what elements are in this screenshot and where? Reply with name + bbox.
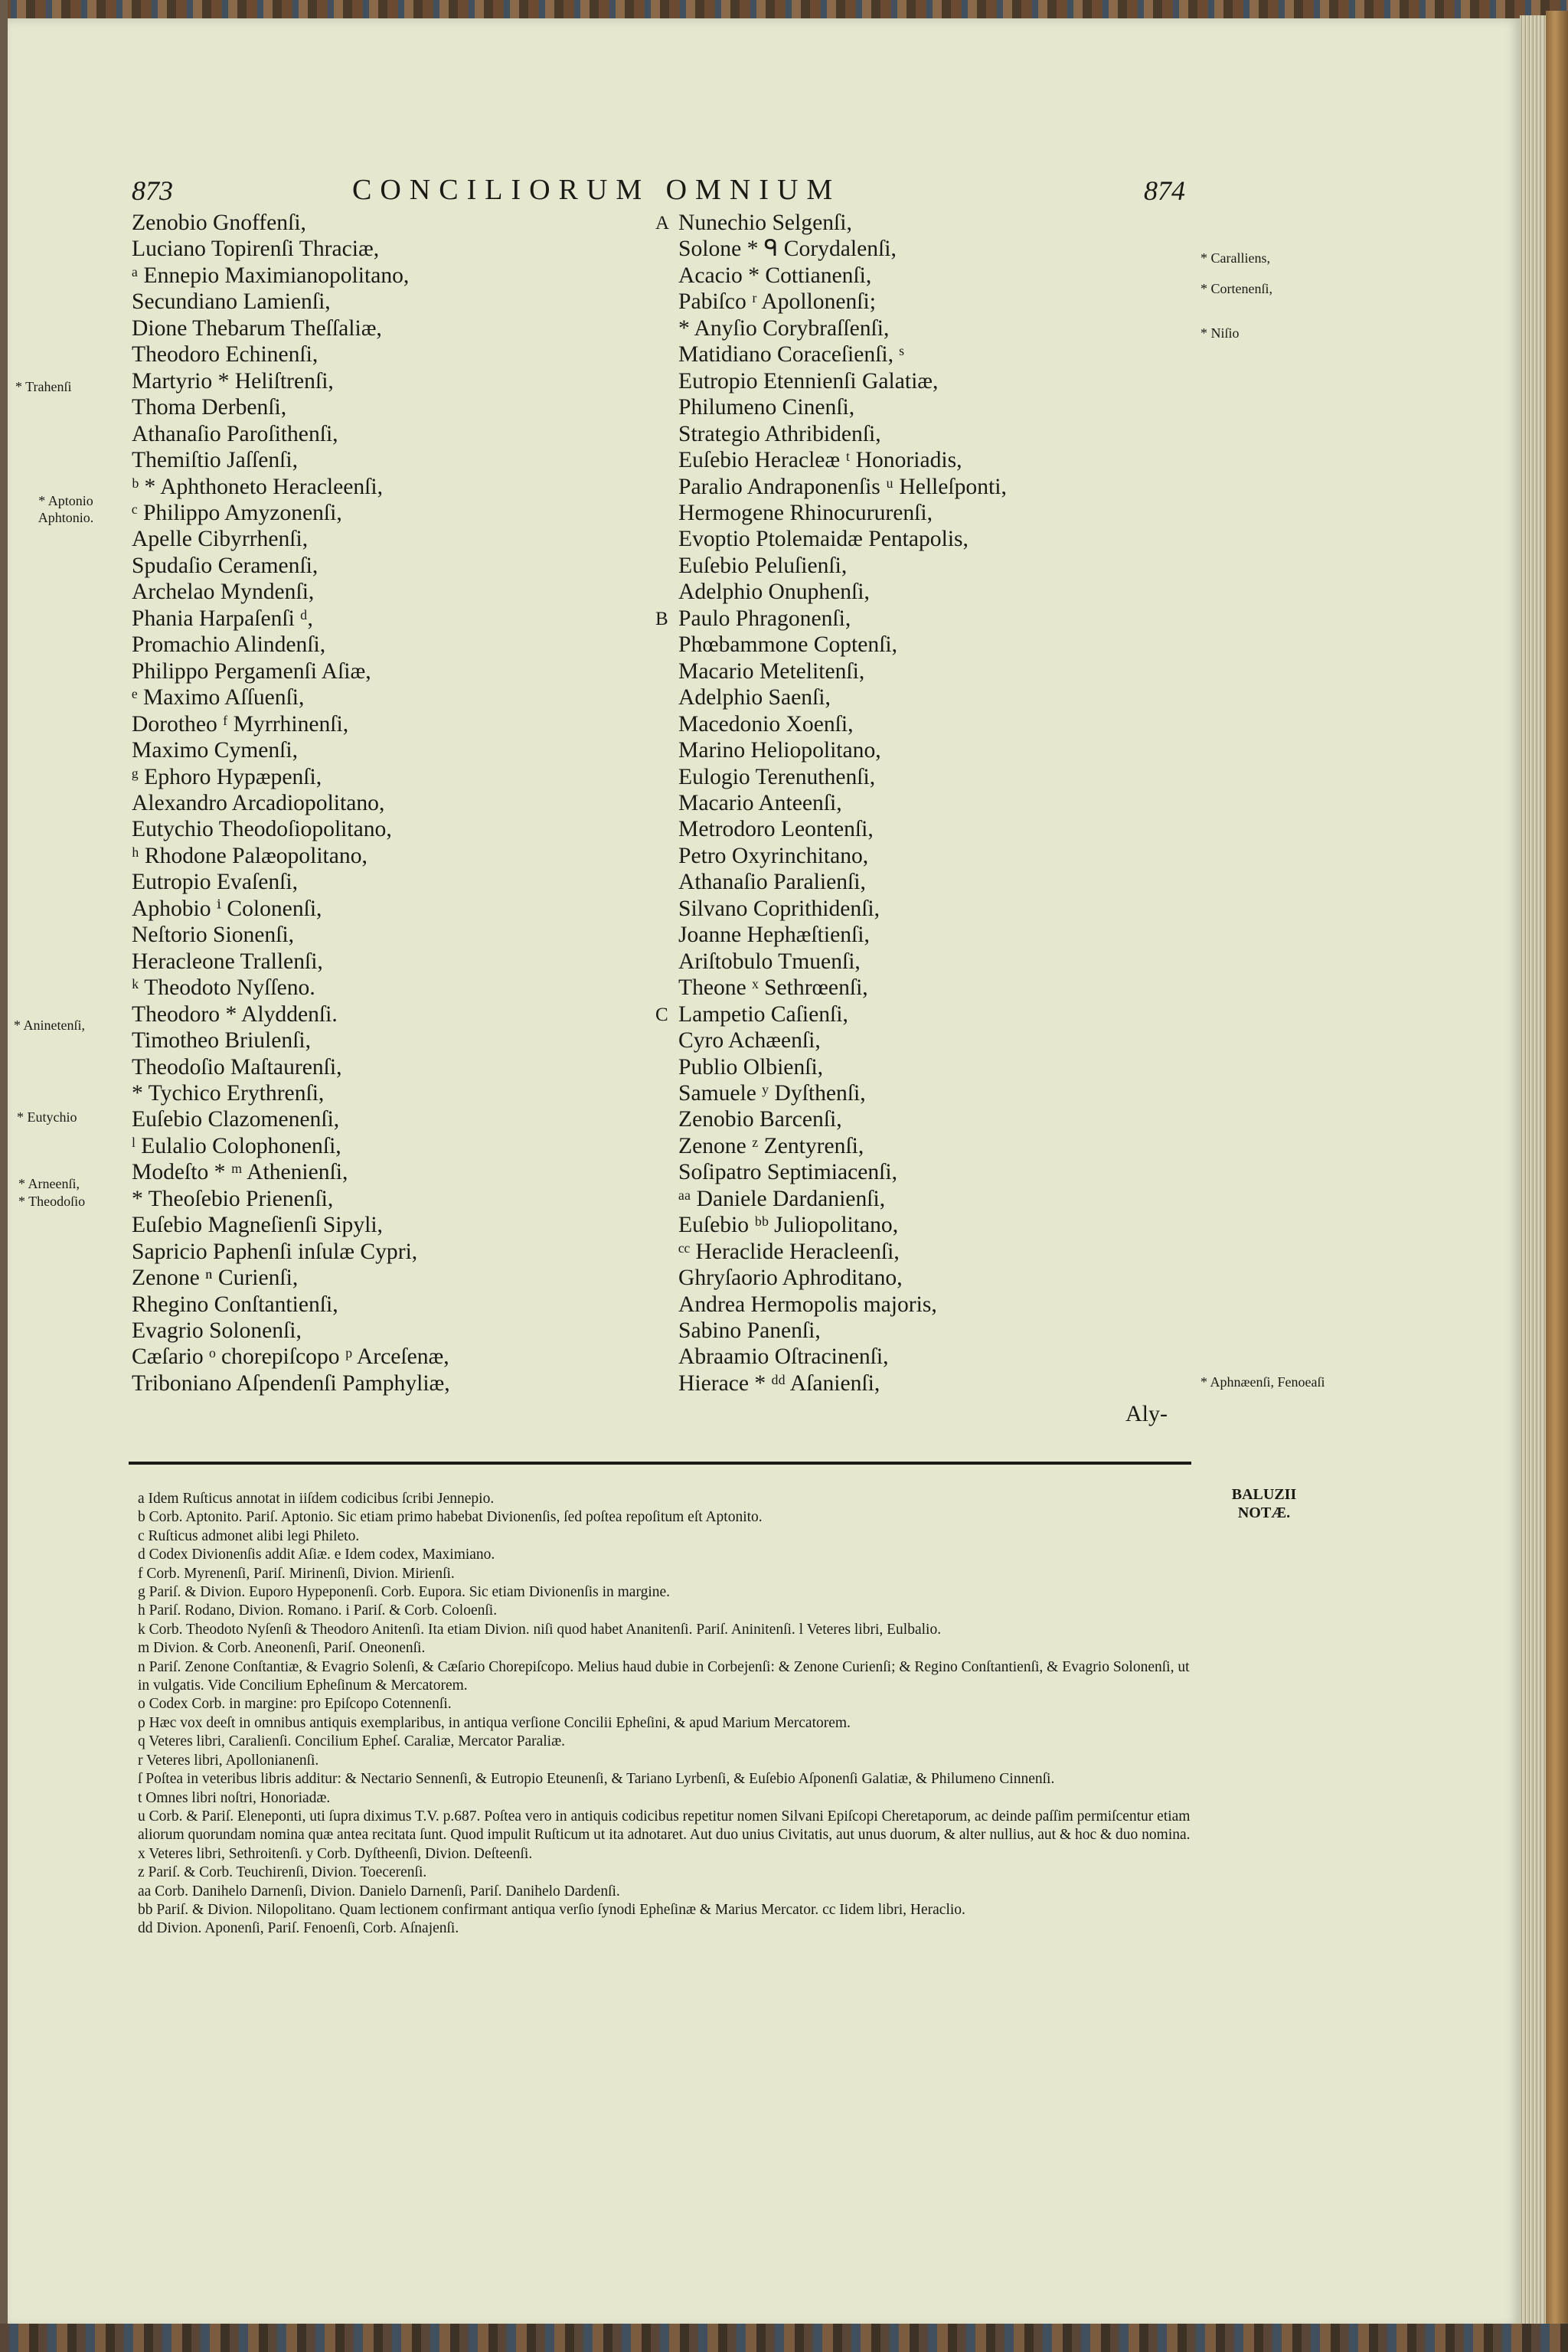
signatory-list-right [678, 210, 1007, 1396]
page-edges [1520, 15, 1546, 2328]
background-carpet-bottom [0, 2324, 1568, 2352]
footnote-item: x Veteres libri, Sethroitenſi. y Corb. Dyſtheenſi, Divion. Deſteenſi. [138, 1845, 533, 1862]
footnote-item: aa Corb. Danihelo Darnenſi, Divion. Danielo Darnenſi, Pariſ. Danihelo Dardenſi. [138, 1883, 620, 1900]
signatory-entry: Soſipatro Septimiacenſi, [678, 1160, 898, 1185]
signatory-entry: Solone * ᑫ Corydalenſi, [678, 237, 897, 262]
footnote-item: p Hæc vox deeſt in omnibus antiquis exemplaribus, in antiqua verſione Concilii Epheſini, & apud Marium Mercatorem. [138, 1714, 851, 1731]
signatory-entry: Publio Olbienſi, [678, 1054, 824, 1080]
signatory-entry: ᶜ Philippo Amyzonenſi, [132, 500, 342, 525]
signatory-entry: Phœbammone Coptenſi, [678, 632, 898, 658]
signatory-entry: ᵃᵃ Daniele Dardanienſi, [678, 1186, 886, 1211]
signatory-entry: Matidiano Coraceſienſi, ˢ [678, 342, 904, 368]
signatory-list-left [132, 210, 450, 1396]
signatory-entry: Apelle Cibyrrhenſi, [132, 527, 309, 552]
signatory-entry: Evagrio Solonenſi, [132, 1318, 302, 1344]
margin-note-left: * Aptonio Aphtonio. [38, 493, 94, 525]
signatory-entry: Abraamio Oſtracinenſi, [678, 1344, 889, 1370]
notes-heading: BALUZII NOTÆ. [1231, 1486, 1297, 1521]
signatory-entry: Euſebio Heracleæ ᵗ Honoriadis, [678, 448, 962, 473]
footnote-item: m Divion. & Corb. Aneonenſi, Pariſ. Oneonenſi. [138, 1640, 426, 1657]
signatory-entry: Zenone ᶻ Zentyrenſi, [678, 1133, 864, 1158]
signatory-entry: Adelphio Saenſi, [678, 685, 831, 710]
footnote-item: n Pariſ. Zenone Conſtantiæ, & Evagrio Solenſi, & Cæſario Chorepiſcopo. Melius haud dubie in Corbejenſi: & Zenone Curienſi; & Regino Conſtantienſi, & Evagrio Solonenſi, ut in vulgatis. Vide Concilium Epheſinum & Mercatorem. [138, 1658, 1190, 1694]
page-number-left: 873 [132, 175, 173, 206]
signatory-entry: Macedonio Xoenſi, [678, 711, 854, 737]
footnote-item: c Ruſticus admonet alibi legi Phileto. [138, 1527, 360, 1544]
signatory-entry: Sapricio Paphenſi inſulæ Cypri, [132, 1239, 418, 1264]
signatory-entry: Petro Oxyrinchitano, [678, 843, 869, 868]
signatory-entry: Eutropio Evaſenſi, [132, 870, 298, 895]
signatory-entry: Modeſto * ᵐ Athenienſi, [132, 1160, 348, 1185]
signatory-entry: Themiſtio Jaſſenſi, [132, 448, 298, 473]
footnote-item: a Idem Ruſticus annotat in iiſdem codicibus ſcribi Jennepio. [138, 1491, 495, 1507]
signatory-entry: * Tychico Erythrenſi, [132, 1080, 325, 1106]
signatory-entry: Metrodoro Leontenſi, [678, 817, 874, 842]
signatory-entry: Lampetio Caſienſi, [678, 1001, 848, 1027]
signatory-entry: Cæſario ᵒ chorepiſcopo ᵖ Arceſenæ, [132, 1344, 449, 1370]
running-title: CONCILIORUM OMNIUM [352, 174, 841, 206]
signatory-entry: ᵃ Ennepio Maximianopolitano, [132, 263, 410, 288]
signatory-entry: Phania Harpaſenſi ᵈ, [132, 606, 313, 631]
signatory-entry: ᵏ Theodoto Nyſſeno. [132, 975, 315, 1001]
footnote-item: r Veteres libri, Apollonianenſi. [138, 1752, 319, 1769]
section-letter: A [655, 213, 670, 234]
signatory-entry: Marino Heliopolitano, [678, 738, 881, 763]
signatory-entry: Zenone ⁿ Curienſi, [132, 1266, 299, 1291]
signatory-entry: ᵍ Ephoro Hypæpenſi, [132, 764, 322, 789]
footnote-item: q Veteres libri, Caralienſi. Concilium Epheſ. Caraliæ, Mercator Paraliæ. [138, 1733, 565, 1750]
margin-note-right: * Aphnæenſi, Fenoeaſi [1200, 1374, 1325, 1390]
signatory-entry: Euſebio Peluſienſi, [678, 553, 848, 578]
signatory-entry: ʰ Rhodone Palæopolitano, [132, 843, 368, 868]
signatory-entry: ᶜᶜ Heraclide Heracleenſi, [678, 1239, 900, 1264]
footnote-item: k Corb. Theodoto Nyſenſi & Theodoro Anitenſi. Ita etiam Divion. niſi quod habet Ananitenſi. Pariſ. Aninitenſi. l Veteres libri, Eulbalio. [138, 1621, 942, 1638]
background-carpet-left [0, 0, 8, 2352]
footnotes [138, 1490, 1194, 1939]
footnote-item: z Pariſ. & Corb. Teuchirenſi, Divion. Toecerenſi. [138, 1864, 427, 1881]
signatory-entry: Secundiano Lamienſi, [132, 289, 331, 315]
section-letter: C [655, 1004, 668, 1025]
signatory-entry: Silvano Coprithidenſi, [678, 896, 880, 921]
book-cover [1546, 11, 1568, 2331]
footnote-item: t Omnes libri noſtri, Honoriadæ. [138, 1789, 331, 1806]
signatory-entry: Theodoſio Maſtaurenſi, [132, 1054, 342, 1080]
signatory-entry: Macario Metelitenſi, [678, 658, 865, 684]
signatory-entry: Theodoro * Alyddenſi. [132, 1001, 338, 1027]
footnote-item: f Corb. Myrenenſi, Pariſ. Mirinenſi, Divion. Mirienſi. [138, 1565, 455, 1582]
footnote-item: dd Divion. Aponenſi, Pariſ. Fenoenſi, Corb. Aſnajenſi. [138, 1920, 459, 1937]
signatory-entry: Euſebio Magneſienſi Sipyli, [132, 1213, 383, 1238]
margin-note-left: * Eutychio [17, 1109, 77, 1125]
signatory-entry: Heracleone Trallenſi, [132, 949, 323, 974]
signatory-entry: Sabino Panenſi, [678, 1318, 821, 1344]
signatory-entry: Maximo Cymenſi, [132, 738, 299, 763]
signatory-entry: Alexandro Arcadiopolitano, [132, 790, 385, 815]
signatory-entry: Philumeno Cinenſi, [678, 395, 855, 420]
signatory-entry: Ariſtobulo Tmuenſi, [678, 949, 861, 974]
signatory-entry: Triboniano Aſpendenſi Pamphyliæ, [132, 1370, 450, 1396]
signatory-entry: Dione Thebarum Theſſaliæ, [132, 315, 382, 341]
margin-note-left: * Trahenſi [15, 379, 72, 394]
section-letter: B [655, 609, 668, 629]
signatory-entry: Nunechio Selgenſi, [678, 211, 852, 235]
signatory-entry: Evoptio Ptolemaidæ Pentapolis, [678, 527, 969, 552]
signatory-entry: Dorotheo ᶠ Myrrhinenſi, [132, 711, 349, 737]
signatory-entry: ˡ Eulalio Colophonenſi, [132, 1133, 341, 1158]
signatory-entry: Zenobio Barcenſi, [678, 1107, 842, 1132]
signatory-entry: Eutychio Theodoſiopolitano, [132, 817, 392, 842]
signatory-entry: Andrea Hermopolis majoris, [678, 1292, 937, 1317]
signatory-entry: Spudaſio Ceramenſi, [132, 553, 318, 578]
signatory-entry: Martyrio * Heliſtrenſi, [132, 368, 334, 394]
signatory-entry: * Anyſio Corybraſſenſi, [678, 315, 890, 341]
signatory-entry: Hermogene Rhinocururenſi, [678, 500, 933, 525]
footnote-item: d Codex Divionenſis addit Aſiæ. e Idem codex, Maximiano. [138, 1547, 495, 1563]
signatory-entry: Acacio * Cottianenſi, [678, 263, 872, 288]
signatory-entry: Hierace * ᵈᵈ Aſanienſi, [678, 1370, 880, 1396]
signatory-entry: Zenobio Gnoffenſi, [132, 211, 306, 235]
signatory-entry: Eutropio Etennienſi Galatiæ, [678, 368, 939, 394]
footnote-item: b Corb. Aptonito. Pariſ. Aptonio. Sic etiam primo habebat Divionenſis, ſed poſtea repoſitum eſt Aptonito. [138, 1509, 763, 1526]
footnote-item: h Pariſ. Rodano, Divion. Romano. i Pariſ. & Corb. Coloenſi. [138, 1602, 498, 1619]
signatory-entry: Paralio Andraponenſis ᵘ Helleſponti, [678, 474, 1007, 499]
footnote-item: ſ Poſtea in veteribus libris additur: & Nectario Sennenſi, & Eutropio Eteunenſi, & Tariano Lyrbenſi, & Euſebio Aſponenſi Galatiæ, & Philumeno Cinnenſi. [138, 1771, 1055, 1788]
margin-note-right: * Caralliens, [1200, 250, 1270, 266]
margin-note-left: * Arneenſi, [18, 1176, 80, 1191]
signatory-entry: * Theoſebio Prienenſi, [132, 1186, 334, 1211]
page-number-right: 874 [1144, 175, 1185, 206]
signatory-entry: Rhegino Conſtantienſi, [132, 1292, 338, 1317]
signatory-entry: Athanaſio Paroſithenſi, [132, 421, 338, 446]
signatory-entry: Pabiſco ʳ Apollonenſi; [678, 289, 876, 315]
footnote-item: g Pariſ. & Divion. Euporo Hypeponenſi. Corb. Eupora. Sic etiam Divionenſis in margine. [138, 1584, 671, 1601]
signatory-entry: Aphobio ⁱ Colonenſi, [132, 896, 322, 921]
signatory-entry: Euſebio Clazomenenſi, [132, 1107, 340, 1132]
signatory-entry: Theodoro Echinenſi, [132, 342, 318, 368]
footnote-item: bb Pariſ. & Divion. Nilopolitano. Quam lectionem confirmant antiqua verſio ſynodi Epheſinæ & Marius Mercator. cc Iidem libri, Heraclio. [138, 1901, 965, 1918]
signatory-entry: Timotheo Briulenſi, [132, 1028, 312, 1054]
margin-note-right: * Niſio [1200, 325, 1240, 341]
signatory-entry: Athanaſio Paralienſi, [678, 870, 866, 895]
signatory-entry: Adelphio Onuphenſi, [678, 580, 870, 605]
signatory-entry: Joanne Hephæſtienſi, [678, 923, 870, 948]
signatory-entry: Strategio Athribidenſi, [678, 421, 881, 446]
signatory-entry: Ghryſaorio Aphroditano, [678, 1266, 903, 1291]
margin-note-left: * Theodoſio [18, 1194, 86, 1209]
signatory-entry: Euſebio ᵇᵇ Juliopolitano, [678, 1213, 899, 1238]
signatory-entry: ᵇ * Aphthoneto Heracleenſi, [132, 474, 384, 499]
signatory-entry: Archelao Myndenſi, [132, 580, 315, 605]
footnote-item: u Corb. & Pariſ. Eleneponti, uti ſupra diximus T.V. p.687. Poſtea vero in antiquis codicibus repetitur nomen Silvani Epiſcopi Cheretaporum, ac deinde paſſim permiſcentur etiam aliorum quorundam nomina quæ antea recitata ſunt. Quod impulit Ruſticum ut ita adnotaret. Aut duo unius Civitatis, aut unus duorum, & alter nullius, aut & hoc & duo nomina. [138, 1808, 1191, 1844]
signatory-entry: Neſtorio Sionenſi, [132, 923, 295, 948]
signatory-entry: Thoma Derbenſi, [132, 395, 287, 420]
signatory-entry: Cyro Achæenſi, [678, 1028, 821, 1054]
margin-note-left: * Aninetenſi, [14, 1018, 85, 1033]
signatory-entry: Samuele ʸ Dyſthenſi, [678, 1080, 866, 1106]
signatory-entry: Philippo Pergamenſi Aſiæ, [132, 658, 371, 684]
margin-note-right: * Cortenenſi, [1200, 281, 1272, 296]
signatory-entry: Luciano Topirenſi Thraciæ, [132, 237, 380, 262]
signatory-entry: Theone ˣ Sethrœenſi, [678, 975, 868, 1001]
signatory-entry: Macario Anteenſi, [678, 790, 842, 815]
signatory-entry: Promachio Alindenſi, [132, 632, 326, 658]
footnote-item: o Codex Corb. in margine: pro Epiſcopo Cotennenſi. [138, 1696, 452, 1713]
notes-divider [129, 1462, 1191, 1465]
signatory-entry: Eulogio Terenuthenſi, [678, 764, 876, 789]
catchword: Aly- [1125, 1401, 1168, 1426]
signatory-entry: Paulo Phragonenſi, [678, 606, 851, 631]
signatory-entry: ᵉ Maximo Aſſuenſi, [132, 685, 305, 710]
